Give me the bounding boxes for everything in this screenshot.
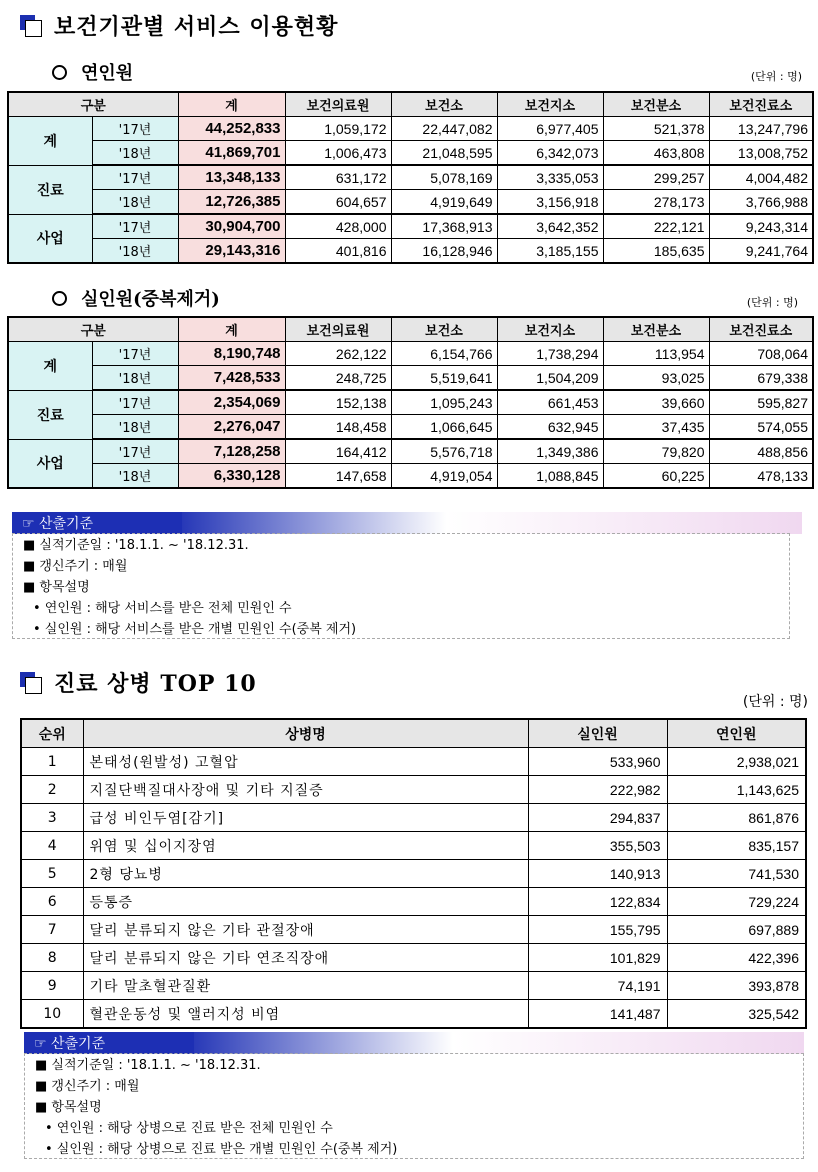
row-value: 9,241,764 [709,239,813,264]
real-count-cell: 294,837 [528,804,667,832]
row-value: 1,504,209 [497,366,603,391]
row-value: 113,954 [603,342,709,366]
row-value: 3,156,918 [497,190,603,215]
total-count-cell: 835,157 [667,832,806,860]
row-value: 6,977,405 [497,117,603,141]
row-value: 488,856 [709,439,813,464]
row-value: 39,660 [603,390,709,415]
row-value: 22,447,082 [391,117,497,141]
row-value: 4,919,054 [391,464,497,489]
row-year: '18년 [92,366,178,391]
row-year: '18년 [92,415,178,440]
basis-line: ■ 갱신주기 : 매월 [23,559,128,574]
real-count-cell: 355,503 [528,832,667,860]
basis-box [12,533,790,639]
row-value: 17,368,913 [391,214,497,239]
sub2-title: 실인원(중복제거) [81,289,220,310]
row-year: '17년 [92,165,178,190]
row-value: 661,453 [497,390,603,415]
row-total: 2,276,047 [178,415,285,440]
row-value: 248,725 [285,366,391,391]
col-header: 계 [178,317,285,342]
basis-line: • 연인원 : 해당 상병으로 진료 받은 전체 민원인 수 [45,1121,333,1136]
section-square-icon [20,15,42,37]
top10-table [20,718,807,1029]
table-row [8,117,813,141]
table-row [21,916,806,944]
row-value: 9,243,314 [709,214,813,239]
sub2-unit: (단위 : 명) [746,296,798,309]
row-value: 3,185,155 [497,239,603,264]
rank-cell: 5 [21,860,83,888]
circle-icon [52,65,67,80]
table-row [8,141,813,166]
disease-name-cell: 기타 말초혈관질환 [83,972,528,1000]
basis-line: ■ 항목설명 [35,1100,102,1115]
rank-cell: 8 [21,944,83,972]
total-count-cell: 741,530 [667,860,806,888]
col-header: 보건소 [391,317,497,342]
row-year: '17년 [92,117,178,141]
table-row [8,464,813,489]
rank-cell: 1 [21,748,83,776]
row-value: 478,133 [709,464,813,489]
row-group: 사업 [8,439,92,488]
row-value: 16,128,946 [391,239,497,264]
row-value: 222,121 [603,214,709,239]
row-total: 8,190,748 [178,342,285,366]
row-value: 1,095,243 [391,390,497,415]
total-count-cell: 729,224 [667,888,806,916]
row-value: 604,657 [285,190,391,215]
col-header: 보건의료원 [285,92,391,117]
rank-cell: 4 [21,832,83,860]
col-header: 계 [178,92,285,117]
row-group: 계 [8,342,92,391]
disease-name-cell: 등통증 [83,888,528,916]
row-total: 41,869,701 [178,141,285,166]
row-value: 278,173 [603,190,709,215]
row-value: 1,006,473 [285,141,391,166]
rank-cell: 3 [21,804,83,832]
basis-line: ■ 항목설명 [23,580,90,595]
row-value: 1,349,386 [497,439,603,464]
row-value: 595,827 [709,390,813,415]
row-value: 3,642,352 [497,214,603,239]
section2-title: 진료 상병 TOP 10 [54,671,257,697]
table-row [8,165,813,190]
row-value: 631,172 [285,165,391,190]
disease-name-cell: 달리 분류되지 않은 기타 관절장애 [83,916,528,944]
row-value: 5,519,641 [391,366,497,391]
basis-line: • 연인원 : 해당 서비스를 받은 전체 민원인 수 [33,601,292,616]
row-group: 계 [8,117,92,166]
col-header: 보건진료소 [709,317,813,342]
section2-header [20,667,257,698]
disease-name-cell: 혈관운동성 및 앨러지성 비염 [83,1000,528,1029]
table-row [21,972,806,1000]
row-value: 428,000 [285,214,391,239]
row-value: 152,138 [285,390,391,415]
disease-name-cell: 2형 당뇨병 [83,860,528,888]
basis-box [24,1053,804,1159]
row-value: 5,078,169 [391,165,497,190]
row-value: 5,576,718 [391,439,497,464]
table-row [21,804,806,832]
basis-line: • 실인원 : 해당 서비스를 받은 개별 민원인 수(중복 제거) [33,622,357,637]
table-row [21,748,806,776]
row-value: 1,059,172 [285,117,391,141]
real-count-cell: 74,191 [528,972,667,1000]
row-value: 4,919,649 [391,190,497,215]
row-value: 262,122 [285,342,391,366]
row-group: 진료 [8,390,92,439]
row-year: '17년 [92,214,178,239]
row-year: '17년 [92,342,178,366]
total-count-cell: 861,876 [667,804,806,832]
table-row [8,214,813,239]
col-header: 실인원 [528,719,667,748]
section1-header [20,10,338,41]
sub1-title-wrap [52,59,133,85]
row-value: 4,004,482 [709,165,813,190]
basis-line: ■ 실적기준일 : '18.1.1. ~ '18.12.31. [35,1058,261,1073]
row-total: 6,330,128 [178,464,285,489]
row-total: 13,348,133 [178,165,285,190]
total-count-cell: 1,143,625 [667,776,806,804]
table-row [21,944,806,972]
row-value: 147,658 [285,464,391,489]
row-year: '18년 [92,190,178,215]
row-value: 3,335,053 [497,165,603,190]
real-count-cell: 101,829 [528,944,667,972]
disease-name-cell: 지질단백질대사장애 및 기타 지질증 [83,776,528,804]
row-year: '17년 [92,390,178,415]
col-header: 구분 [8,317,178,342]
table-row [21,776,806,804]
table-row [21,860,806,888]
row-year: '18년 [92,141,178,166]
row-value: 1,088,845 [497,464,603,489]
real-count-cell: 122,834 [528,888,667,916]
section1-title: 보건기관별 서비스 이용현황 [54,14,339,40]
table-row [21,832,806,860]
row-value: 148,458 [285,415,391,440]
row-value: 79,820 [603,439,709,464]
real-count-cell: 141,487 [528,1000,667,1029]
row-value: 37,435 [603,415,709,440]
section2-unit: (단위 : 명) [742,694,808,710]
total-count-cell: 422,396 [667,944,806,972]
total-count-cell: 325,542 [667,1000,806,1029]
row-total: 29,143,316 [178,239,285,264]
rank-cell: 7 [21,916,83,944]
row-total: 30,904,700 [178,214,285,239]
row-group: 진료 [8,165,92,214]
disease-name-cell: 급성 비인두염[감기] [83,804,528,832]
basis-line: ■ 실적기준일 : '18.1.1. ~ '18.12.31. [23,538,249,553]
total-count-cell: 393,878 [667,972,806,1000]
row-value: 401,816 [285,239,391,264]
sub1-title: 연인원 [81,63,134,84]
row-value: 3,766,988 [709,190,813,215]
row-value: 299,257 [603,165,709,190]
total-count-cell: 697,889 [667,916,806,944]
visits-total-table [7,91,814,264]
row-value: 60,225 [603,464,709,489]
col-header: 보건지소 [497,92,603,117]
section-square-icon [20,672,42,694]
row-group: 사업 [8,214,92,263]
row-total: 12,726,385 [178,190,285,215]
real-count-cell: 222,982 [528,776,667,804]
col-header: 순위 [21,719,83,748]
disease-name-cell: 본태성(원발성) 고혈압 [83,748,528,776]
row-total: 44,252,833 [178,117,285,141]
row-year: '17년 [92,439,178,464]
row-value: 13,247,796 [709,117,813,141]
col-header: 보건분소 [603,92,709,117]
table-row [21,1000,806,1029]
rank-cell: 9 [21,972,83,1000]
table-row [8,342,813,366]
col-header: 보건진료소 [709,92,813,117]
sub1-unit: (단위 : 명) [750,70,802,83]
row-year: '18년 [92,239,178,264]
rank-cell: 2 [21,776,83,804]
disease-name-cell: 달리 분류되지 않은 기타 연조직장애 [83,944,528,972]
basis-bar [24,1032,804,1054]
total-count-cell: 2,938,021 [667,748,806,776]
basis-line: • 실인원 : 해당 상병으로 진료 받은 개별 민원인 수(중복 제거) [45,1142,398,1157]
row-value: 6,342,073 [497,141,603,166]
col-header: 보건분소 [603,317,709,342]
basis-label: ☞ 산출기준 [24,1032,194,1054]
row-value: 574,055 [709,415,813,440]
visits-unique-table [7,316,814,489]
row-value: 6,154,766 [391,342,497,366]
row-value: 463,808 [603,141,709,166]
real-count-cell: 155,795 [528,916,667,944]
col-header: 상병명 [83,719,528,748]
row-value: 93,025 [603,366,709,391]
row-value: 1,066,645 [391,415,497,440]
row-total: 2,354,069 [178,390,285,415]
row-value: 13,008,752 [709,141,813,166]
col-header: 보건소 [391,92,497,117]
disease-name-cell: 위염 및 십이지장염 [83,832,528,860]
table-row [8,390,813,415]
row-total: 7,128,258 [178,439,285,464]
col-header: 보건지소 [497,317,603,342]
row-value: 21,048,595 [391,141,497,166]
row-value: 632,945 [497,415,603,440]
rank-cell: 10 [21,1000,83,1029]
row-value: 185,635 [603,239,709,264]
table-row [8,439,813,464]
basis-label: ☞ 산출기준 [12,512,182,534]
row-total: 7,428,533 [178,366,285,391]
real-count-cell: 533,960 [528,748,667,776]
circle-icon [52,291,67,306]
col-header: 구분 [8,92,178,117]
rank-cell: 6 [21,888,83,916]
table-row [8,415,813,440]
row-value: 164,412 [285,439,391,464]
row-value: 1,738,294 [497,342,603,366]
basis-bar [12,512,802,534]
sub2-title-wrap [52,285,220,311]
table-row [8,366,813,391]
basis-line: ■ 갱신주기 : 매월 [35,1079,140,1094]
col-header: 보건의료원 [285,317,391,342]
row-value: 708,064 [709,342,813,366]
col-header: 연인원 [667,719,806,748]
real-count-cell: 140,913 [528,860,667,888]
table-row [8,239,813,264]
table-row [8,190,813,215]
table-row [21,888,806,916]
row-value: 679,338 [709,366,813,391]
row-year: '18년 [92,464,178,489]
row-value: 521,378 [603,117,709,141]
